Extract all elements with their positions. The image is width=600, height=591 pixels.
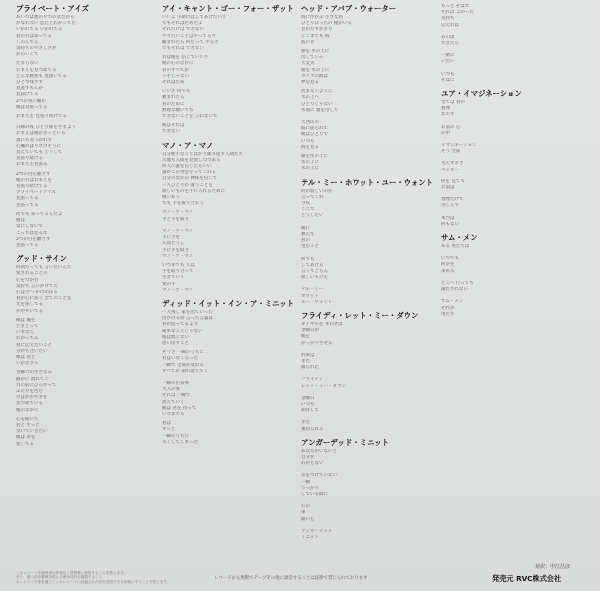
lyric-line: 一人残し 家を出ていった bbox=[162, 309, 213, 315]
lyric-line: また bbox=[301, 358, 310, 364]
lyric-line: 教えて bbox=[301, 231, 315, 237]
lyric-line: 頼まれたら bbox=[162, 95, 185, 101]
lyric-line: 俺は悪くない bbox=[162, 334, 189, 340]
lyric-line: 思い出すこと bbox=[162, 340, 189, 346]
lyric-line: 水の上へ bbox=[301, 95, 319, 101]
lyric-line: 心を開いて bbox=[16, 416, 39, 422]
lyric-line: 君はいなくなった bbox=[162, 356, 198, 362]
lyric-line: ある 男たちは bbox=[441, 244, 470, 250]
lyric-line: 2つの目を離さず bbox=[16, 236, 51, 242]
lyric-line: カリブの海は bbox=[301, 73, 328, 79]
lyric-line: 本当は bbox=[441, 215, 455, 221]
lyric-line: 海に浮かぶ 小さな島 bbox=[301, 15, 343, 20]
song-block bbox=[16, 125, 152, 249]
lyric-line: 言ってくれ bbox=[301, 194, 324, 200]
song-title: アイ・キャント・ゴー・フォー・ザット bbox=[162, 4, 294, 13]
song-title: マノ・ア・マノ bbox=[162, 140, 214, 150]
lyric-line: レット・ミー・ダウン bbox=[301, 383, 346, 389]
lyric-line: 失くしてしまった bbox=[162, 439, 198, 445]
lyric-line: 今夜 bbox=[301, 201, 310, 207]
lyric-line: かがやいてる bbox=[16, 308, 43, 314]
song-block bbox=[162, 141, 298, 294]
song-block bbox=[301, 4, 437, 173]
lyric-line: 出かける時 言った言葉は bbox=[162, 316, 213, 322]
lyric-line: どんな秘密も 見抜いてる bbox=[16, 73, 67, 79]
lyric-line: 手を取り合って bbox=[162, 269, 194, 275]
lyric-line: 戦いあう bbox=[162, 195, 180, 201]
lyric-line: 俺は bbox=[16, 218, 25, 224]
song-block bbox=[441, 179, 577, 228]
song-title: サム・メン bbox=[441, 233, 478, 243]
lyric-line: 気をつけていない bbox=[301, 473, 337, 479]
lyric-line: 日曜の夜 ひとり街をさまよう bbox=[16, 125, 76, 131]
lyric-lines bbox=[162, 15, 298, 136]
lyric-lines bbox=[16, 265, 152, 448]
lyric-line: 頭を 水の上に bbox=[301, 49, 330, 55]
lyric-column bbox=[301, 4, 437, 546]
lyric-line: 出していろ bbox=[301, 55, 324, 61]
lyric-line: 何かを bbox=[441, 262, 455, 268]
lyric-line: 愛してる bbox=[16, 441, 34, 447]
lyric-line: 何が欲しいのか bbox=[301, 188, 333, 194]
lyric-line: 男たち bbox=[441, 311, 455, 317]
lyric-line: いつも bbox=[441, 71, 455, 77]
lyric-line: 自分が bbox=[301, 454, 315, 460]
lyric-line: 伝えれば bbox=[441, 22, 459, 28]
lyric-line: お前は bbox=[441, 185, 455, 191]
lyric-line: 君に伝えたいこと bbox=[16, 342, 52, 348]
lyric-line: 金曜日 bbox=[301, 395, 315, 401]
lyric-line: わかってる bbox=[16, 336, 39, 342]
lyric-line: うそじゃない bbox=[162, 73, 189, 79]
lyric-line: 沈まないように bbox=[301, 89, 333, 95]
lyric-line: いつも bbox=[301, 401, 315, 407]
lyric-column bbox=[16, 4, 152, 453]
lyric-line: お前の 心 bbox=[441, 124, 461, 130]
lyric-line: 何でも 知ってるんだよ bbox=[16, 211, 63, 217]
footer bbox=[0, 564, 600, 591]
lyric-line: 見えていても どうして bbox=[16, 150, 63, 156]
lyric-line: 2つの目を離さず bbox=[16, 171, 51, 177]
lyric-line: マノ・ア・マノ bbox=[162, 228, 194, 234]
song-title: ディッド・イット・イン・ア・ミニット bbox=[162, 298, 294, 308]
lyric-lines bbox=[301, 189, 437, 306]
song-block bbox=[162, 299, 298, 446]
song-title: ユア・イマジネーション bbox=[441, 89, 522, 99]
song-block bbox=[301, 178, 437, 306]
lyric-line: あなたがいないと bbox=[301, 448, 337, 454]
lyric-line: 欲しいものを bbox=[301, 275, 328, 281]
lyric-line: 俺は 君と bbox=[16, 354, 36, 360]
lyric-lines bbox=[301, 322, 437, 433]
lyric-line: サム・メン bbox=[441, 299, 464, 305]
lyric-line: マノ・ア・マノ bbox=[162, 210, 194, 216]
lyric-line: おまえを見張る bbox=[16, 162, 48, 168]
lyric-line: 心は空へ かけのぼる bbox=[16, 289, 58, 295]
lyric-line: 言ってごらん bbox=[301, 268, 328, 274]
lyric-line: 見張り続ける bbox=[16, 156, 43, 162]
lyric-line: 誰にも気づかれず bbox=[16, 137, 52, 143]
lyric-line: 2つの青い瞳が bbox=[16, 98, 46, 104]
lyric-line: 水の上に bbox=[301, 160, 319, 166]
lyric-lines bbox=[162, 310, 298, 446]
lyric-line: 君は俺を 信じていいさ bbox=[162, 55, 209, 61]
lyric-line: 一瞬で 全部が変わる bbox=[162, 362, 204, 368]
lyric-lines bbox=[441, 179, 577, 228]
lyric-line: 全ては 君の bbox=[441, 100, 465, 106]
lyric-line: 俺は 君を bbox=[16, 435, 36, 441]
lyric-line: できない bbox=[162, 129, 180, 135]
lyric-line: 約束は bbox=[301, 352, 315, 358]
lyric-line: 金曜日が bbox=[301, 328, 319, 334]
lyric-line: 人間どうし bbox=[162, 241, 185, 247]
lyric-line: 手に手を取り bbox=[162, 247, 189, 253]
lyric-line: 波の音 bbox=[301, 39, 315, 45]
lyric-line: ひとりじゃない bbox=[301, 101, 333, 107]
lyric-line: 俺のなかに bbox=[16, 407, 39, 413]
lyric-line: もっと そばで bbox=[441, 4, 470, 9]
lyric-lines bbox=[162, 152, 298, 294]
lyric-line: 大西洋の bbox=[301, 120, 319, 126]
lyric-line: 何を 見ても bbox=[441, 178, 465, 184]
lyric-line: してあげる bbox=[301, 262, 324, 268]
lyric-line: いつでも bbox=[441, 256, 459, 262]
lyric-line: 何でも bbox=[301, 256, 315, 262]
lyric-line: 消えていく bbox=[162, 399, 185, 405]
lyric-line: しのんでる bbox=[16, 39, 39, 45]
lyric-line: 裏切られる bbox=[301, 426, 324, 432]
song-block bbox=[441, 233, 577, 318]
lyric-line: アンガーデッド bbox=[301, 528, 333, 534]
lyric-line: 俺は 君を 待って bbox=[162, 405, 197, 411]
lyric-line: あの頃 bbox=[441, 34, 455, 40]
song-title: アンガーデッド・ミニット bbox=[301, 437, 389, 447]
lyric-lines bbox=[16, 125, 152, 249]
lyric-line: 何人に誰を信じたらいい bbox=[162, 164, 212, 170]
lyric-line: 自分勝手なことばかり繰り返す人間たち bbox=[162, 151, 243, 157]
lyric-line: どこまでも 海 bbox=[301, 33, 330, 39]
lyric-line: いまなら bbox=[16, 330, 34, 336]
lyric-line: 水面に 頭を出して bbox=[301, 107, 339, 113]
lyric-line: 君の目は知ってる bbox=[16, 33, 52, 39]
lyric-line: かわいくて bbox=[16, 52, 39, 58]
lyric-line: いいよ 手助けはしてあげたいさ bbox=[162, 15, 227, 20]
lyric-line: うっかり bbox=[301, 485, 319, 491]
lyric-line: どうしたい bbox=[301, 213, 324, 219]
lyric-line: 欲しいものを手に入れるために bbox=[162, 188, 225, 194]
lyric-line: マノ・ア・マノ bbox=[162, 287, 194, 293]
lyric-line: 心臓がはりさけそうに bbox=[16, 143, 61, 149]
lyric-line: そう 全部 bbox=[441, 149, 461, 155]
song-block bbox=[441, 89, 577, 174]
lyric-line: ひとりぼっちの 俺がいる bbox=[301, 21, 352, 27]
lyric-line: それは 一瞬で bbox=[162, 393, 191, 399]
lyric-line: 一瞬の出来事 bbox=[162, 380, 189, 386]
lyric-line: どこへ 行っても bbox=[441, 280, 474, 286]
lyric-line: ユー・ウォント bbox=[301, 299, 333, 305]
fineprint-line: このレコードを権利者の許諾なく賃貸業に使用することを禁じます。 bbox=[16, 571, 128, 575]
lyric-line: ダイヤルを まわせば bbox=[301, 321, 343, 327]
lyric-line: 君と ずっと bbox=[16, 422, 40, 428]
lyric-line: 気持ちのやさしさが bbox=[16, 46, 57, 52]
lyric-line: フライディ bbox=[301, 377, 324, 383]
lyric-line: 雪解けのさざなみ bbox=[16, 370, 52, 376]
song-title: ヘッド・アバブ・ウォーター bbox=[301, 4, 397, 13]
lyric-line: 見張ってる bbox=[16, 242, 39, 248]
lyric-lines bbox=[441, 244, 577, 318]
lyric-line: でも 手を取り合おう bbox=[162, 201, 204, 207]
lyric-line: やりたいことはやってるさ bbox=[162, 33, 216, 39]
lyric-line: 空はかがやきを bbox=[16, 395, 48, 401]
lyric-line: がっかりさせる bbox=[301, 340, 333, 346]
lyric-line: ホワット bbox=[301, 293, 319, 299]
lyric-line: でもそれはだめだよ bbox=[162, 21, 203, 27]
lyric-line: 見届けてる bbox=[16, 92, 39, 98]
lyric-line: 俺は 俺を bbox=[16, 317, 36, 323]
lyric-line: 君のために bbox=[162, 101, 185, 107]
lyric-line: 簡単なことじゃない bbox=[162, 328, 203, 334]
lyric-line: いかなきゃ bbox=[16, 361, 39, 367]
lyric-line: 開いた bbox=[301, 516, 315, 522]
lyric-line: 手と手を取り bbox=[162, 216, 189, 222]
lyric-line: 苦しんで bbox=[441, 203, 459, 209]
song-title: プライベート・アイズ bbox=[16, 4, 89, 13]
lyric-line: 波に揺られて bbox=[301, 126, 328, 132]
lyric-line: 見張り続けてる bbox=[16, 184, 48, 190]
lyric-line: 君の bbox=[301, 238, 310, 244]
lyric-line: それはだめ bbox=[162, 80, 185, 86]
lyric-line: 一人ひとりが 違うことを bbox=[162, 182, 213, 188]
lyric-line: 君は bbox=[162, 421, 171, 427]
lyric-line: 俺はひとりで bbox=[301, 132, 328, 138]
lyric-line: 目の前にひろがって bbox=[16, 382, 57, 388]
lyric-line: すべてが 崩れ落ちてく bbox=[162, 368, 209, 374]
lyric-line: いいさ 何でも bbox=[162, 89, 191, 95]
lyric-line: 分かち合いたい bbox=[16, 348, 48, 354]
lyric-line: 何回だっても 言いたいんだ bbox=[16, 265, 72, 271]
copyright-notice: レコードから無断でテープその他に録音することは法律で禁じられております bbox=[214, 576, 368, 581]
lyric-line: 大丈夫 bbox=[301, 61, 315, 67]
lyric-line: 君が心に思う 全てのことを bbox=[16, 296, 72, 302]
translator-credit: 対訳：中江昌彦 bbox=[535, 564, 571, 570]
lyric-line: 俺を bbox=[301, 334, 310, 340]
lyric-line: 俺はそれは bbox=[162, 123, 185, 129]
lyric-line: 頭を水の上に bbox=[301, 154, 328, 160]
lyric-line: 考えすぎさ bbox=[441, 161, 464, 167]
lyric-line: あいつは他のやつの女だから bbox=[16, 15, 75, 20]
lyric-line: 手に手を bbox=[162, 235, 180, 241]
lyric-lines bbox=[441, 100, 577, 174]
song-title: テル・ミー・ホワット・ユー・ウォント bbox=[301, 177, 433, 187]
lyric-line: 見張ってる bbox=[16, 202, 39, 208]
lyric-line: 俺の心のなかに bbox=[162, 61, 194, 67]
lyric-line: 静かに 流れてく bbox=[16, 376, 49, 382]
lyric-line: 自分のなかの 神様を信じて bbox=[162, 176, 218, 182]
lyric-line: ずっと bbox=[162, 427, 176, 433]
lyric-line: いつまでも bbox=[162, 411, 185, 417]
lyric-line: 君が思ってるより bbox=[162, 322, 198, 328]
lyric-line: 扉 bbox=[301, 510, 306, 516]
lyric-line: 一瞬 bbox=[301, 479, 310, 485]
lyric-line: 水の上に bbox=[301, 166, 319, 172]
song-block bbox=[301, 438, 437, 541]
lyric-line: 海を見る bbox=[301, 144, 319, 150]
lyric-line: 大人の愛 bbox=[162, 387, 180, 393]
lyric-line: 愛の手 bbox=[162, 281, 176, 287]
lyric-line: 心をつかむ bbox=[16, 277, 39, 283]
lyric-line: 一緒に bbox=[441, 53, 455, 59]
lyric-line: おまえを 見張り続けてる bbox=[16, 114, 67, 120]
lyric-line: 頭を 水の上に bbox=[301, 67, 330, 73]
lyric-line: 期待して bbox=[301, 408, 319, 414]
lyric-column bbox=[441, 4, 577, 323]
song-title: グッド・サイン bbox=[16, 254, 67, 264]
lyric-line: 想像だけで bbox=[441, 197, 464, 203]
lyric-line: 大地も人間を見放しつつある bbox=[162, 157, 221, 163]
lyric-column bbox=[162, 4, 298, 451]
lyric-line: でもそれは できない bbox=[162, 46, 204, 52]
lyric-line: 俺の目はおまえを bbox=[16, 177, 52, 183]
song-block bbox=[16, 4, 152, 120]
lyric-line: ミニット bbox=[301, 535, 319, 540]
lyric-line: やれば よかった bbox=[441, 10, 474, 16]
lyric-line: ひとつ残さず bbox=[16, 80, 43, 86]
lyric-line: 愛されることの bbox=[16, 271, 48, 277]
lyric-line: 無理な願いでも bbox=[162, 107, 194, 113]
lyric-line: 望むこと bbox=[301, 244, 319, 250]
lyric-lines bbox=[301, 449, 437, 541]
lyric-line: そばに bbox=[441, 77, 455, 83]
fineprint-line: ネットワーク等を通じてこのレコードに収録された音を送信できる状態にすることを禁じます。 bbox=[16, 579, 171, 584]
song-block bbox=[301, 311, 437, 433]
lyric-line: 求める bbox=[441, 268, 455, 274]
lyric-line: いつも bbox=[301, 138, 315, 144]
lyric-line: たまらない bbox=[16, 61, 39, 67]
lyric-line: 夢を見る bbox=[301, 80, 319, 86]
lyric-line: 頼まれたら 何だって やるさ bbox=[162, 39, 219, 45]
lyric-line: かなわない 恋だとわかってた bbox=[16, 21, 76, 27]
lyric-line: とまどって bbox=[16, 323, 39, 329]
lyric-line: プライベートアイズ bbox=[16, 190, 56, 196]
lyric-line: マノ・ア・マノ bbox=[162, 253, 194, 259]
lyric-line: それが bbox=[441, 305, 455, 311]
lyric-line: 見わたすかぎり bbox=[301, 27, 333, 33]
lyric-line: 光を探してる bbox=[16, 302, 43, 308]
lyric-line: できたら bbox=[441, 41, 459, 47]
lyric-line: できないことを 言わないで bbox=[162, 114, 218, 120]
lyric-line: 気にしないで bbox=[16, 224, 43, 230]
lyric-line: 生きていく bbox=[162, 275, 185, 281]
fineprint bbox=[16, 571, 170, 584]
lyric-lines bbox=[301, 15, 437, 173]
lyric-line: している間に bbox=[301, 491, 328, 497]
lyric-line: わからない bbox=[301, 461, 324, 467]
song-block bbox=[16, 254, 152, 448]
lyric-line: の中 bbox=[441, 130, 450, 136]
lyric-line: おまえを見つめてる bbox=[16, 67, 57, 73]
lyric-line: テル・ミー bbox=[301, 287, 324, 293]
lyric-lines bbox=[441, 4, 577, 84]
lyric-line: なのさ bbox=[441, 112, 455, 118]
lyric-line: 見逃すもんか bbox=[16, 86, 43, 92]
lyric-line: それだけは できない bbox=[162, 27, 204, 33]
lyric-line: 誰がこの世を守ってくれる bbox=[162, 170, 216, 176]
lyric-line: 破られた bbox=[301, 365, 319, 371]
lyric-line: 満たされない bbox=[441, 287, 468, 293]
lyric-line: そうさ 一瞬のうちに bbox=[162, 350, 204, 356]
lyric-line: いつまでも 人は bbox=[162, 262, 195, 268]
lyric-line: 君のすべてが bbox=[162, 67, 189, 73]
lyric-line: 俺は見張ってる bbox=[16, 104, 48, 110]
song-block bbox=[162, 4, 298, 136]
song-title: フライディ・レット・ミー・ダウン bbox=[301, 310, 419, 320]
lyric-line: ふたりを包む bbox=[16, 388, 43, 394]
lyric-line: 気持ち bbox=[441, 16, 455, 22]
lyric-line: こっちは見るな bbox=[16, 230, 48, 236]
lyric-lines bbox=[16, 15, 152, 120]
lyric-line: 見つめている bbox=[16, 401, 43, 407]
fineprint-line: また、個人的な範囲を超える使用目的で複製すること、 bbox=[16, 575, 106, 580]
lyric-line: 気持ち 言いかけてた bbox=[16, 283, 58, 289]
lyric-line: いたい bbox=[441, 59, 455, 65]
lyric-line: 見張ってる bbox=[16, 196, 39, 202]
lyric-line: 一瞬のうちに bbox=[162, 433, 189, 439]
lyric-line: また bbox=[301, 420, 310, 426]
lyric-line: おまえは俺がきっといる bbox=[16, 131, 66, 137]
song-block bbox=[441, 4, 577, 84]
lyric-line: ベイビー bbox=[441, 167, 459, 173]
lyric-line: イマジネーション bbox=[441, 143, 477, 149]
lyric-line: 俺に bbox=[301, 225, 310, 231]
lyric-line: 歩いていきたい bbox=[16, 429, 48, 435]
lyric-line: 何もない bbox=[441, 221, 459, 227]
lyric-line: ここで bbox=[301, 207, 315, 213]
lyric-line: いかれてる いかれてる bbox=[16, 27, 63, 33]
lyric-line: 想像 bbox=[441, 106, 450, 112]
lyric-line: 心の bbox=[301, 504, 310, 510]
publisher: 発売元 RVC株式会社 bbox=[492, 574, 562, 583]
